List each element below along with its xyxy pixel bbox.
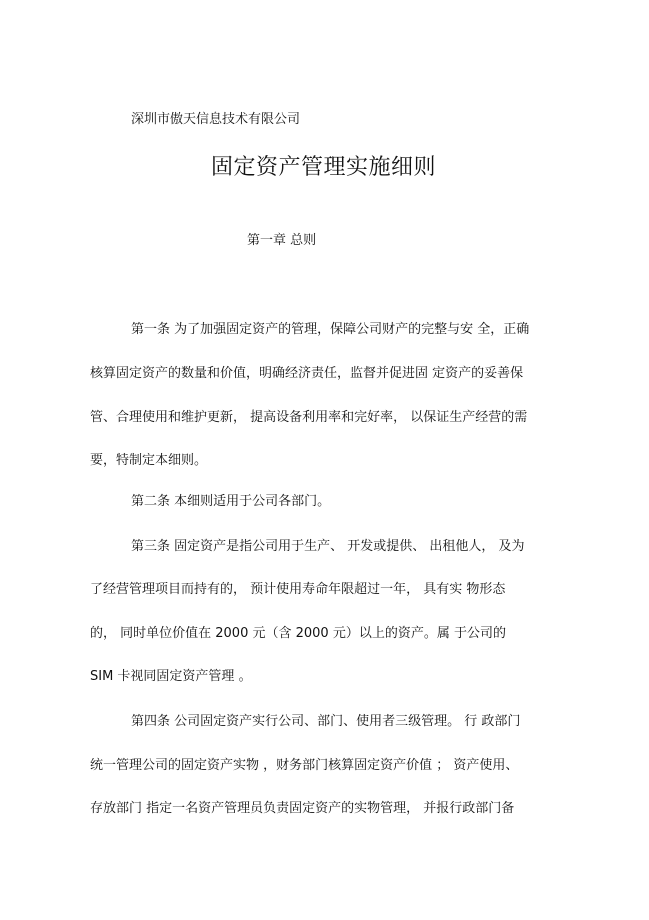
paragraph-line: 存放部门 指定一名资产管理员负责固定资产的实物管理， 并报行政部门备 <box>90 801 515 816</box>
chapter-heading: 第一章 总则 <box>247 233 317 248</box>
document-title: 固定资产管理实施细则 <box>211 155 437 180</box>
paragraph-line: 核算固定资产的数量和价值，明确经济责任，监督并促进固 定资产的妥善保 <box>90 366 524 381</box>
paragraph-line: 管、合理使用和维护更新， 提高设备利用率和完好率， 以保证生产经营的需 <box>90 410 528 425</box>
paragraph-line: 第二条 本细则适用于公司各部门。 <box>131 494 331 509</box>
company-name: 深圳市傲天信息技术有限公司 <box>131 112 301 127</box>
paragraph-line: SIM 卡视同固定资产管理 。 <box>90 669 252 684</box>
paragraph-line: 了经营管理项目而持有的， 预计使用寿命年限超过一年， 具有实 物形态 <box>90 582 506 597</box>
paragraph-line: 第四条 公司固定资产实行公司、部门、使用者三级管理。 行 政部门 <box>131 714 521 729</box>
paragraph-line: 要，特制定本细则。 <box>90 453 208 468</box>
paragraph-line: 第一条 为了加强固定资产的管理，保障公司财产的完整与安 全，正确 <box>131 322 530 337</box>
paragraph-line: 第三条 固定资产是指公司用于生产、 开发或提供、 出租他人， 及为 <box>131 539 525 554</box>
paragraph-line: 的， 同时单位价值在 2000 元（含 2000 元）以上的资产。属 于公司的 <box>90 626 506 641</box>
paragraph-line: 统一管理公司的固定资产实物 ，财务部门核算固定资产价值 ； 资产使用、 <box>90 758 519 773</box>
